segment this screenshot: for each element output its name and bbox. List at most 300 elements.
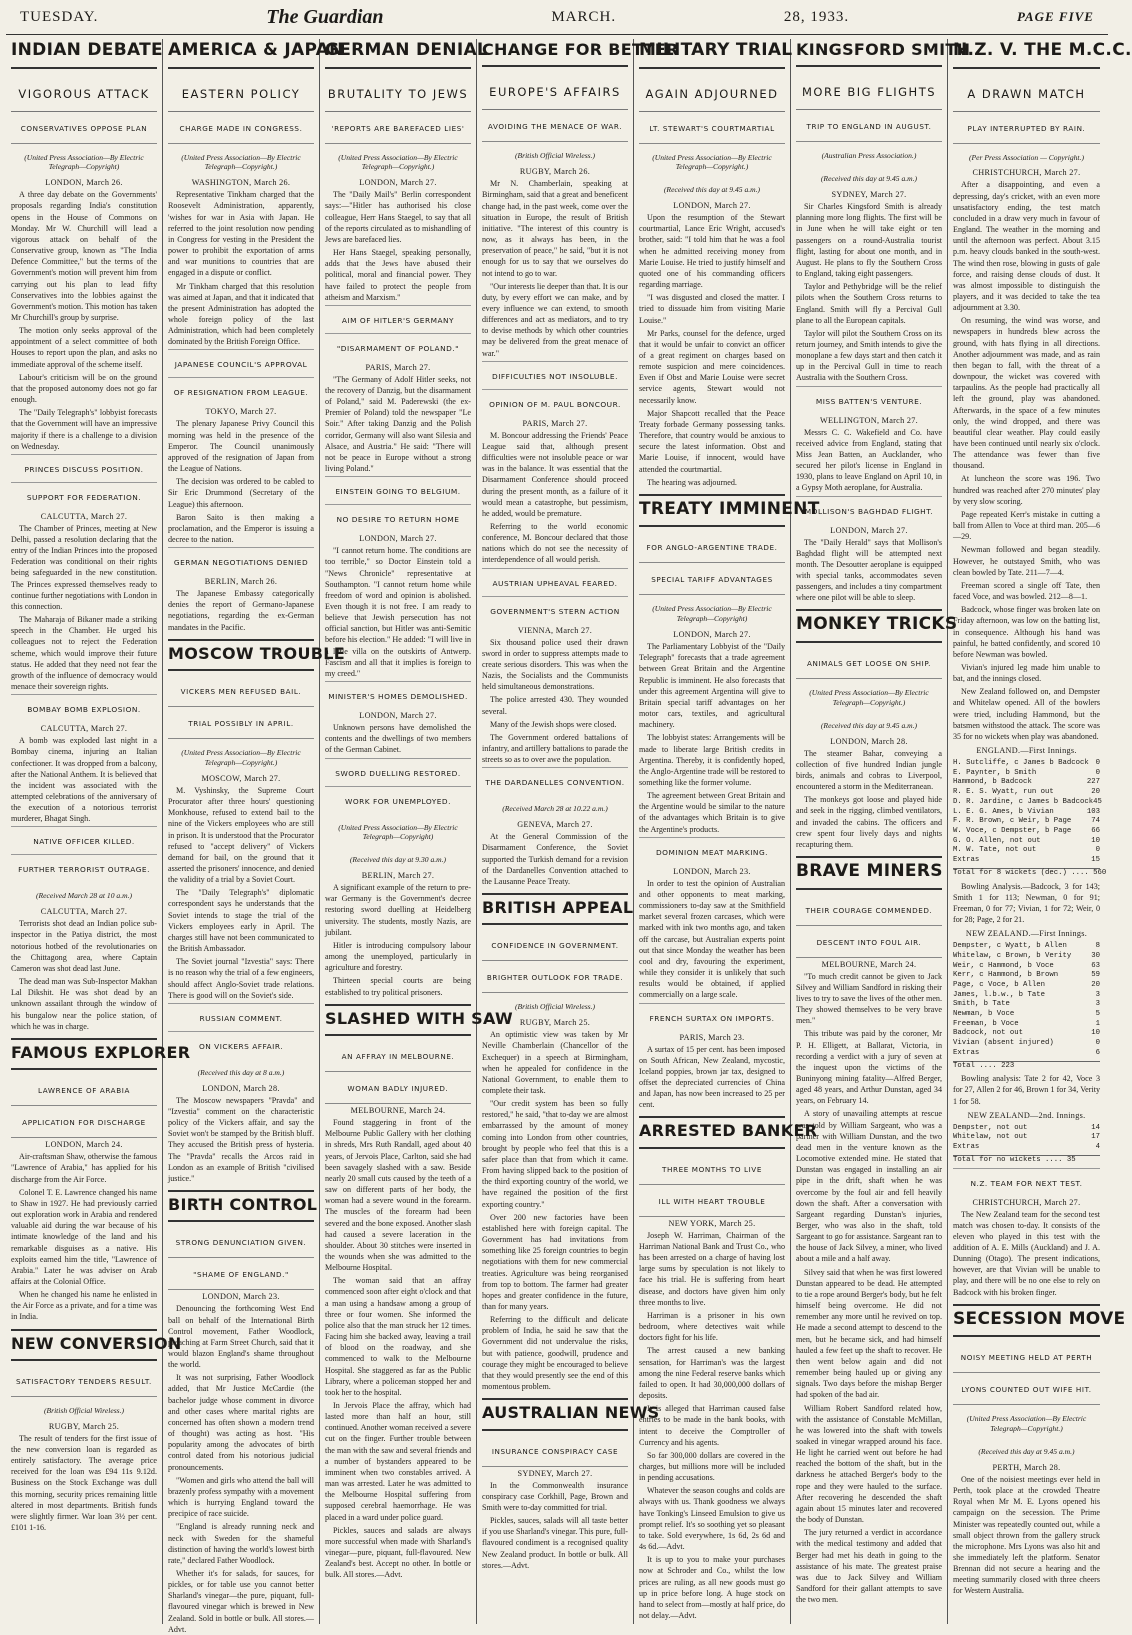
masthead-page-number: PAGE FIVE (1016, 9, 1094, 24)
dateline: GENEVA, March 27. (517, 820, 593, 830)
paragraph: Mr Parks, counsel for the defence, urged that it would be unfair to convict an officer of a great regiment on charges based on remote suspicion and mere coincidences. Even if Obst and Marie Louise were secret service agents, Stewart would not necessarily know. (639, 328, 785, 405)
subhead: VIGOROUS ATTACK (11, 73, 157, 112)
paragraph: Denouncing the forthcoming West End ball on behalf of the International Birth Control movement, Father Woodlock, preaching at Farm Street Church, said that it would blazon England's shame throughout the world. (168, 1304, 314, 1370)
deck: LYONS COUNTED OUT WIFE HIT. (953, 1373, 1100, 1405)
wire-credit: (United Press Association—By Electric Telegraph—Copyright.) (338, 152, 458, 172)
minor-heading: JAPANESE COUNCIL'S APPROVAL (168, 349, 314, 377)
paragraph: A three day debate on the Governments' proposals regarding India's constitution opens in the House of Commons on Monday. Mr W. Churchill will lead a vigorous attack on behalf of the Conservative group, known as "The India Defence Committee," but the terms of the Government's motion will prevent him from carrying out his plan to lead fifty Conservatives into the lobbies against the Government's motion. This motion has taken Mr Churchill's group by surprise. (11, 190, 157, 322)
runs: 15 (1091, 856, 1100, 865)
minor-heading: OPINION OF M. PAUL BONCOUR. (482, 389, 628, 417)
deck: THREE MONTHS TO LIVE (639, 1153, 785, 1185)
paragraph: When he changed his name he enlisted in the Air Force as a private, and for a time was in India. (11, 1290, 157, 1322)
advertisement: Pickles, sauces and salads are always more successful when made with Sharland's vinegar—pure, piquant, full-flavoured. New Zealand's best. Accept no other. In bottle or bulk. All stores.—Advt. (325, 1525, 471, 1580)
batsman: Freeman, b Voce (953, 1019, 1019, 1028)
score-row (953, 798, 1100, 808)
wire-credit: (Received March 28 at 10.22 a.m.) (502, 804, 608, 814)
paragraph: Labour's criticism will be on the ground that the proposed autonomy does not go far enough. (11, 372, 157, 405)
deck: AN AFFRAY IN MELBOURNE. (325, 1040, 471, 1072)
rule (11, 1329, 157, 1331)
paragraph: Upon the resumption of the Stewart courtmartial, Lance Eric Wright, accused's brother, said: "I told him that he was a fool when he admitted receiving money from Marie Louise. He tried to justify himself and quoted one of his commanding officers regarding marriage. (639, 213, 785, 290)
masthead-month: MARCH. (551, 8, 617, 25)
score-row (953, 1020, 1100, 1030)
total-line: Total .... 223 (953, 1061, 1015, 1070)
batsman: R. E. S. Wyatt, run out (953, 788, 1054, 797)
minor-heading: FRENCH SURTAX ON IMPORTS. (639, 1003, 785, 1031)
paragraph: The hearing was adjourned. (647, 477, 737, 487)
paragraph: New Zealand followed on, and Dempster and Whitelaw opened. All of the bowlers were tried, including Hammond, but the batsmen withstood the attack. The score was 35 for no wickets when play was abandoned. (953, 687, 1100, 741)
paragraph: The steamer Bahar, conveying a collection of five hundred Indian jungle birds, animals and cobras to Liverpool, encountered a storm in the Mediterranean. (796, 748, 942, 792)
paragraph: Major Shapcott recalled that the Peace Treaty forbade Germany possessing tanks. Therefore, that country would be anxious to secure the latest information. Obst and Marie Louise, if innocent, would have attended the courtmartial. (639, 408, 785, 474)
minor-heading: SUPPORT FOR FEDERATION. (11, 482, 157, 510)
deck: INSURANCE CONSPIRACY CASE (482, 1435, 628, 1467)
paragraph: The monkeys got loose and played hide and seek in the rigging, climbed ventilators, and invaded the cabins. The officers and crew spent four lively days and nights recapturing them. (796, 795, 942, 849)
scorecard-new-zealand (953, 942, 1100, 1058)
masthead-day: TUESDAY. (20, 8, 99, 25)
headline-british-appeal: BRITISH APPEAL (482, 897, 628, 925)
runs: 3 (1095, 1000, 1100, 1009)
paragraph: Hitler is introducing compulsory labour among the unemployed, particularly in agriculture and forestry. (325, 940, 471, 973)
score-row (953, 991, 1100, 1001)
batsman: D. R. Jardine, c James b Badcock (953, 797, 1094, 806)
paragraph: Newman followed and began steadily. However, he outstayed Smith, who was clean bowled by Tate. 211—7—4. (953, 545, 1100, 577)
runs: 5 (1095, 1010, 1100, 1019)
score-row (953, 971, 1100, 981)
dateline: CHRISTCHURCH, March 27. (972, 1197, 1081, 1207)
runs: 4 (1095, 1143, 1100, 1152)
score-row (953, 856, 1100, 866)
masthead (6, 0, 1108, 35)
minor-heading: PRINCES DISCUSS POSITION. (11, 454, 157, 482)
deck: STRONG DENUNCIATION GIVEN. (168, 1226, 314, 1258)
dateline: RUGBY, March 25. (519, 1018, 591, 1028)
paragraph: Mr Tinkham charged that this resolution was aimed at Japan, and that it indicated that the present Administration has adopted the whole foreign policy of the last Administration, which had been completely dominated by the British Foreign Office. (168, 281, 314, 347)
score-row (953, 1143, 1100, 1153)
scorecard-total (953, 868, 1107, 879)
wire-credit: (Per Press Association — Copyright.) (969, 152, 1084, 162)
paragraph: It is alleged that Harriman caused false entries to be made in the bank books, with intent to deceive the Comptroller of Currency and his agents. (639, 1404, 785, 1447)
wire-credit: (British Official Wireless.) (43, 1406, 125, 1415)
batsman: Whitelaw, not out (953, 1133, 1028, 1142)
masthead-date: 28, 1933. (783, 8, 850, 25)
subhead: MORE BIG FLIGHTS (796, 71, 942, 110)
dateline: BERLIN, March 27. (361, 871, 435, 881)
headline-arrested-banker: ARRESTED BANKER (639, 1120, 785, 1148)
dateline: LONDON, March 26. (45, 178, 123, 188)
runs: 63 (1091, 961, 1100, 970)
paragraph: At luncheon the score was 196. Two hundred was reached after 270 minutes' play by very slow scoring. (953, 474, 1100, 506)
runs: 20 (1091, 980, 1100, 989)
column-4 (477, 39, 679, 1624)
paragraph: The motion only seeks approval of the appointment of a select committee of both Houses to report upon the plan, and asks no immediate approval of the scheme itself. (11, 326, 157, 369)
batsman: L. E. G. Ames, b Vivian (953, 807, 1054, 816)
paragraph: Representative Tinkham charged that the Roosevelt Administration, apparently, 'wishes for war in Asia with Japan. He referred to the joint resolution now pending in Congress for vesting in the President the power to prohibit the exportation of arms and war munitions to countries that are engaged in a dispute or conflict. (168, 190, 314, 278)
runs: 10 (1091, 1029, 1100, 1038)
advertisement: Whether it's for salads, for sauces, for pickles, or for table use you cannot better Sharland's vinegar—the pure, piquant, full-flavoured vinegar which is brewed in New Zealand. Sold in bottle or bulk. All stores.—Advt. (168, 1568, 314, 1634)
batsman: Page, c Voce, b Allen (953, 980, 1045, 989)
score-row (953, 1010, 1100, 1020)
dateline: BERLIN, March 26. (204, 577, 278, 587)
paragraph: Vivian's injured leg made him unable to bat, and the innings closed. (953, 662, 1100, 684)
dateline: CALCUTTA, March 27. (40, 907, 128, 917)
paragraph: The Japanese Embassy categorically denies the report of Germano-Japanese negotiations, regarding the ex-German mandates in the Pacific. (168, 589, 314, 632)
paragraph: On resuming, the wind was worse, and newspapers in hundreds blew across the ground, with hats flying in all directions. Another adjournment was made, and as rain then began to fall, with the threat of a downpour, the wicket was covered with tarpaulins. As the people had practically all left the ground, play was abandoned. Afterwards, in the space of a few minutes only, the wind dropped, and there was beautiful clear weather. Play could easily have been continued until nearly six o'clock. The attendance was fewer than five thousand. (953, 316, 1100, 471)
batsman: W. Voce, c Dempster, b Page (953, 826, 1072, 835)
wire-credit: (United Press Association—By Electric Telegraph—Copyright) (338, 822, 458, 842)
minor-heading: GERMAN NEGOTIATIONS DENIED (168, 547, 314, 575)
deck: TRIAL POSSIBLY IN APRIL. (168, 707, 314, 739)
paragraph: It was not surprising, Father Woodlock added, that Mr Justice McCardie (the bachelor judge whose comment in divorce and other cases where marital rights are concerned has often shown a modern trend of thought) was acting as host. "His popularity among the advocates of birth control dated from his notorious judicial pronouncements. (168, 1373, 314, 1472)
rule (168, 639, 314, 641)
paragraph: Freeman scored a single off Tate, then faced Voce, and was bowled. 212—8—1. (953, 580, 1100, 602)
deck: APPLICATION FOR DISCHARGE (11, 1106, 157, 1138)
minor-heading: WORK FOR UNEMPLOYED. (325, 786, 471, 814)
batsman: Extras (953, 1143, 980, 1152)
paragraph: The agreement between Great Britain and the Argentine would be similar to the nature of the advantages which Britain is to give the Argentine's products. (639, 791, 785, 834)
dateline: LONDON, March 27. (673, 630, 751, 640)
batsman: Newman, b Voce (953, 1010, 1015, 1019)
paragraph: Taylor will pilot the Southern Cross on its return journey, and Smith intends to give the monoplane a few days start and then catch it up in the Percival Gull in time to reach Australia with the Southern Cross. (796, 328, 942, 383)
dateline: LONDON, March 27. (830, 525, 908, 535)
batsman: Dempster, not out (953, 1123, 1028, 1132)
deck: DESCENT INTO FOUL AIR. (796, 926, 942, 958)
paragraph: Six thousand police used their drawn sword in order to suppress attempts made to create serious disorders. This was when the Nazis, the Socialists and the Communists held simultaneous demonstrations. (482, 637, 628, 692)
dateline: MOSCOW, March 27. (201, 773, 281, 783)
deck: VICKERS MEN REFUSED BAIL. (168, 675, 314, 707)
rule (325, 1004, 471, 1006)
batsman: Kerr, c Hammond, b Brown (953, 971, 1059, 980)
column-2 (163, 39, 345, 1634)
paragraph: The result of tenders for the first issue of the new conversion loan is regarded as entirely satisfactory. The average price received for the loan was £94 11s 9.12d. Business on the Stock Exchange was dull this morning, security prices remaining little altered in most departments. British funds were slightly firmer. War loan 3½ per cent. £101 1-16. (11, 1433, 157, 1533)
runs: 1 (1095, 1019, 1100, 1028)
wire-credit: (Australian Press Association.) (821, 151, 917, 161)
paragraph: This tribute was paid by the coroner, Mr P. H. Elligett, at Ballarat, Victoria, in recording a verdict with a jury of seven at the inquest upon the victims of the Buninyong mining fatality—Alfred Berger, aged 48 years, and Arthur Dunstan, aged 34 years, on February 14. (796, 1029, 942, 1106)
rule (953, 1304, 1100, 1306)
wire-credit: (United Press Association—By Electric Telegraph—Copyright) (24, 152, 144, 172)
deck: 'REPORTS ARE BAREFACED LIES' (325, 112, 471, 144)
dateline: NEW YORK, March 25. (668, 1218, 756, 1228)
paragraph: A significant example of the return to pre-war Germany is the Government's decree restoring sword duelling at Heidelberg university. The students, mostly Nazis, are jubilant. (325, 883, 471, 937)
dateline: LONDON, March 27. (673, 201, 751, 211)
dateline: VIENNA, March 27. (517, 625, 593, 635)
batsman: Dempster, c Wyatt, b Allen (953, 942, 1067, 951)
paragraph: The Soviet journal "Izvestia" says: There is no reason why the trial of a few engineers, should affect Anglo-Soviet trade relations. There is good will on the Soviet's side. (168, 957, 314, 1000)
paragraph: Unknown persons have demolished the contents and the dwellings of two members of the German Cabinet. (325, 723, 471, 755)
headline-military-trial: MILITARY TRIAL (639, 39, 785, 69)
paragraph: The Chamber of Princes, meeting at New Delhi, passed a resolution declaring that the entry of the Indian Princes into the proposed Federation was conditional on their rights being safeguarded in the new constitution. The Princes expressed themselves ready to continue further negotiations with London in this connection. (11, 523, 157, 611)
paragraph: The police arrested 430. They wounded several. (482, 695, 628, 716)
subhead: BRUTALITY TO JEWS (325, 73, 471, 112)
scorecard-new-zealand-2nd (953, 1124, 1100, 1153)
paragraph: "Our credit system has been so fully restored," he said, "that to-day we are almost embarrassed by the amount of money coming into London from other countries, brought by people who feel that this is a safer place than that from which it came. From having slipped back to the position of the third exporting country of the world, we have regained the position of the first exporting country." (482, 1099, 628, 1209)
dateline: WASHINGTON, March 26. (191, 178, 291, 188)
score-row (953, 778, 1100, 788)
deck: LAWRENCE OF ARABIA (11, 1074, 157, 1106)
deck: SATISFACTORY TENDERS RESULT. (11, 1365, 157, 1397)
deck: CONSERVATIVES OPPOSE PLAN (11, 112, 157, 144)
dateline: LONDON, March 24. (45, 1140, 123, 1150)
rule (168, 1190, 314, 1192)
bowling-analysis: Bowling analysis: Tate 2 for 42, Voce 3 for 27, Allen 2 for 46, Brown 1 for 34, Verity 1 for 58. (953, 1074, 1100, 1106)
batsman: Badcock, not out (953, 1029, 1024, 1038)
paragraph: Referring to the difficult and delicate problem of India, he said he saw that the Government did not undervalue the risks, but with patience, goodwill, prudence and courage they might be encouraged to believe that they would presently see the end of this momentous problem. (482, 1315, 628, 1392)
paragraph: "To much credit cannot be given to Jack Silvey and William Sandford in risking their lives to try to save the lives of the other men. They showed themselves to be very brave men." (796, 971, 942, 1026)
minor-heading: DIFFICULTIES NOT INSOLUBLE. (482, 361, 628, 389)
runs: 0 (1095, 846, 1100, 855)
dateline: SYDNEY, March 27. (831, 190, 907, 200)
score-row (953, 962, 1100, 972)
dateline: LONDON, March 23. (202, 1292, 280, 1302)
minor-heading: MOLLISON'S BAGHDAD FLIGHT. (796, 496, 942, 524)
paragraph: Harriman is a prisoner in his own bedroom, where detectives wait while doctors fight for his life. (639, 1310, 785, 1343)
dateline: LONDON, March 28. (830, 736, 908, 746)
dateline: SYDNEY, March 27. (517, 1468, 593, 1478)
score-row (953, 837, 1100, 847)
minor-heading: NO DESIRE TO RETURN HOME (325, 504, 471, 532)
minor-heading: MINISTER'S HOMES DEMOLISHED. (325, 681, 471, 709)
rule (796, 609, 942, 611)
deck: NOISY MEETING HELD AT PERTH (953, 1341, 1100, 1373)
paragraph: The "Daily Herald" says that Mollison's Baghdad flight will be attempted next month. The Desoutter aeroplane is equipped with special tanks, accommodates seven passengers, and includes a tiny compartment where one pilot will be able to sleep. (796, 537, 942, 603)
headline-german-denial: GERMAN DENIAL (325, 39, 471, 69)
score-row (953, 981, 1100, 991)
deck: TRIP TO ENGLAND IN AUGUST. (796, 110, 942, 142)
column-5 (634, 39, 820, 1624)
paragraph: Her Hans Staegel, speaking personally, adds that the Jews have abused their political, moral and financial power. They have failed to protect the people from atheism and Marxism." (325, 248, 471, 302)
runs: 30 (1091, 951, 1100, 960)
headline-america-japan: AMERICA & JAPAN (168, 39, 314, 69)
deck: WOMAN BADLY INJURED. (325, 1072, 471, 1104)
dateline: PARIS, March 23. (679, 1032, 745, 1042)
wire-credit: (Received this day at 9.45 a.m.) (978, 1447, 1075, 1457)
rule (11, 1038, 157, 1040)
rule (796, 856, 942, 858)
dateline: LONDON, March 27. (359, 178, 437, 188)
runs: 3 (1095, 990, 1100, 999)
headline-change-for-better: CHANGE FOR BETTER (482, 39, 628, 67)
scorecard-total (953, 1155, 1100, 1166)
minor-heading: AIM OF HITLER'S GERMANY (325, 305, 471, 333)
advertisement: Whatever the season coughs and colds are always with us. Thank goodness we always have Tonking's Linseed Emulsion to give us prompt relief. It's so soothing yet so pleasant to take. Sold everywhere, 1s 6d, 2s 6d and 4s 6d.—Advt. (639, 1486, 785, 1552)
paragraph: Mr N. Chamberlain, speaking at Birmingham, said that a great and beneficent change had, in the past week, come over the situation in Europe, the result of British initiative. "The interest of this country is now, as it always has been, in the preservation of peace," he said, "but it is not enough for us to say that we ourselves do not intend to go to war. (482, 179, 628, 278)
wire-credit: (Received March 28 at 10 a.m.) (35, 891, 133, 901)
columns (6, 39, 1132, 1634)
score-row (953, 827, 1100, 837)
paragraph: In order to test the opinion of Australian and other opponents to meat marking, commissioners to-day saw at the Smithfield market several frozen carcases, which were marked with ink two months ago, and taken off the carcase, but Australian experts point out that since Monday the weather has been cool and dry, favouring the experiment, while they consider it is unlikely that such results would be obtained, if applied commercially on a large scale. (639, 878, 785, 1000)
dateline: PERTH, March 28. (992, 1462, 1061, 1472)
deck: "SHAME OF ENGLAND." (168, 1258, 314, 1290)
paragraph: The Maharaja of Bikaner made a striking speech in the Chamber. He urged his colleagues not to reject the Federation scheme, which would improve their future status. He added that they need not fear the growth of the influence of democracy would menace their sovereign rights. (11, 615, 157, 692)
rule (639, 1116, 785, 1118)
wire-credit: (United Press Association—By Electric Telegraph—Copyright) (652, 604, 772, 624)
dateline: MELBOURNE, March 24. (821, 959, 917, 969)
paragraph: A story of unavailing attempts at rescue was told by William Sargeant, who was a partner with William Dunstan, and the two dead men in the venture known as the Locomotive extended mine. He stated that Dunstan was engaged in installing an air pipe in the drift, shaft when he was overcome by the foul air and fell heavily down the shaft. After a conversation with Sargeant regarding Dunstan's injuries, Berger, who was also in the shaft, told Sargeant to go for assistance. Sargeant ran to the house of Jack Silvey, a miner, who lived about a mile and a half away. (796, 1109, 942, 1264)
score-row (953, 942, 1100, 952)
paragraph: "Women and girls who attend the ball will brazenly profess sympathy with a movement which is hurrying England toward the precipice of race suicide. (168, 1475, 314, 1519)
paragraph: The Parliamentary Lobbyist of the "Daily Telegraph" forecasts that a trade agreement between Great Britain and the Argentine Republic is imminent. He also forecasts that under this agreement Argentina will give to Britain special tariff advantages on her motor cars, textiles, and agricultural machinery. (639, 642, 785, 730)
headline-famous-explorer: FAMOUS EXPLORER (11, 1042, 157, 1070)
scorecard-heading: NEW ZEALAND—2nd. Innings. (967, 1110, 1086, 1120)
dateline: PARIS, March 27. (522, 418, 588, 428)
paragraph: Colonel T. E. Lawrence changed his name to Shaw in 1927. He had previously carried out exploration work in Arabia and rendered valuable aid during the war because of his intimate knowledge of the land and his remarkable disguises as a native. His exploits earned him the title, "Lawrence of Arabia." Later he was adviser on Arab affairs at the Colonial Office. (11, 1187, 157, 1286)
wire-credit: (Received this day at 9.45 a.m.) (820, 174, 918, 184)
subhead: EASTERN POLICY (168, 73, 314, 112)
deck: CHARGE MADE IN CONGRESS. (168, 112, 314, 144)
paragraph: A bomb was exploded last night in a Bombay cinema, injuring an Italian confectioner. It was dropped from a balcony, after the National Anthem. It is believed that the incident was associated with the attempted celebrations of the anniversary of the execution of a notorious terrorist murderer, Bhagat Singh. (11, 736, 157, 824)
paragraph: Badcock, whose finger was broken late on Friday afternoon, was low on the batting list, in consequence. Although his hand was painful, he batted confidently, and scored 10 before Newman was bowled. (953, 605, 1100, 659)
paragraph: Terrorists shot dead an Indian police sub-inspector in the Patiya district, the most notorious hotbed of the revolutionaries on the Chittagong area, where Captain Cameron was shot dead last June. (11, 919, 157, 973)
paragraph: M. Boncour addressing the Friends' Peace League said that, although present difficulties were not insoluble peace or war was in the balance. It was essential that the Disarmament Conference should proceed during the present month, as a failure of it would mean a catastrophe, but pessimism, he added, would be premature. (482, 430, 628, 518)
paragraph: Found staggering in front of the Melbourne Public Gallery with her clothing in shreds, Mrs Ruth Randall, aged about 40 years, of Jervois Place, Carlton, said she had been savagely slashed with a saw. Beside nearly 20 small cuts caused by the teeth of a saw on different parts of her body, the woman had a severe wound in the forearm. The muscles of the forearm had been severed and the bone exposed. Another slash had caused a severe laceration in the shoulder. About 30 stitches were inserted in the wounds when she was admitted to the Melbourne Hospital. (325, 1118, 471, 1273)
dateline: LONDON, March 27. (359, 711, 437, 721)
runs: 17 (1091, 1133, 1100, 1142)
paragraph: M. Vyshinsky, the Supreme Court Procurator after three hours' questioning Monkhouse, refused to extend bail to the nine of the Vickers employees who are still in prison. It is understood that the Procurator refused to "accept delivery" of Vickers demand for bail, on the ground that it asserted the prisoners' innocence, and denied the validity of a trial by a Soviet Court. (168, 785, 314, 885)
score-row (953, 846, 1100, 856)
paragraph: Over 200 new factories have been established here with foreign capital. The Government has had invitations from something like 25 foreign countries to begin negotiations with them for new commercial treaties. Agriculture was being reorganised from top to bottom. The farmer had greater hopes and greater confidence in the future, than for many years. (482, 1212, 628, 1311)
deck: THEIR COURAGE COMMENDED. (796, 894, 942, 926)
subhead: A DRAWN MATCH (953, 73, 1100, 112)
score-row (953, 1133, 1100, 1143)
dateline: LONDON, March 23. (673, 866, 751, 876)
paragraph: An optimistic view was taken by Mr Neville Chamberlain (Chancellor of the Exchequer) in a speech at Birmingham, when he appealed for confidence in the National Government, to enable them to complete their task. (482, 1030, 628, 1096)
subhead: EUROPE'S AFFAIRS (482, 71, 628, 110)
minor-heading: RUSSIAN COMMENT. (168, 1003, 314, 1031)
paragraph: Air-craftsman Shaw, otherwise the famous "Lawrence of Arabia," has applied for his discharge from the Air Force. (11, 1152, 157, 1184)
dateline: CALCUTTA, March 27. (40, 724, 128, 734)
headline-birth-control: BIRTH CONTROL (168, 1194, 314, 1222)
paragraph: After a disappointing, and even a depressing, day's cricket, with an even more unsatisfactory ending, the test match concluded in a draw very much in favour of England. The weather in the morning and until the afternoon was perfect. About 3.15 p.m. heavy clouds banked in the south-west. The wind then rose, blowing in gusts of gale force, and raising dense clouds of dust. It was almost impossible to distinguish the players, and it was decided to take the tea adjournment at 3.30. (953, 180, 1100, 313)
batsman: G. O. Allen, not out (953, 836, 1041, 845)
scorecard-heading: NEW ZEALAND.—First Innings. (965, 929, 1088, 939)
minor-heading: SWORD DUELLING RESTORED. (325, 758, 471, 786)
score-row (953, 1039, 1100, 1049)
runs: 0 (1095, 768, 1100, 777)
dateline: LONDON, March 28. (202, 1083, 280, 1093)
batsman: Vivian (absent injured) (953, 1039, 1054, 1048)
paragraph: The "Daily Telegraph's" diplomatic correspondent says he understands that the Soviet intends to stage the trial of the Vickers employees early in April. The charges still have not been communicated to the British Ambassador. (168, 888, 314, 954)
minor-heading: ON VICKERS AFFAIR. (168, 1031, 314, 1059)
wire-credit: (United Press Association—By Electric Telegraph—Copyright.) (181, 152, 301, 172)
deck: PLAY INTERRUPTED BY RAIN. (953, 112, 1100, 144)
dateline: TOKYO, March 27. (205, 407, 277, 417)
score-row (953, 808, 1100, 818)
dateline: CALCUTTA, March 27. (40, 511, 128, 521)
batsman: Smith, b Tate (953, 1000, 1010, 1009)
scorecard-heading: ENGLAND.—First Innings. (976, 746, 1077, 756)
deck: ANIMALS GET LOOSE ON SHIP. (796, 647, 942, 679)
dateline: RUGBY, March 26. (519, 167, 591, 177)
minor-heading: AUSTRIAN UPHEAVAL FEARED. (482, 568, 628, 596)
headline-monkey-tricks: MONKEY TRICKS (796, 613, 942, 643)
rule (639, 494, 785, 496)
score-row (953, 1000, 1100, 1010)
scorecard-total (953, 1061, 1100, 1072)
score-row (953, 769, 1100, 779)
paragraph: In the Commonwealth insurance conspiracy case Corkhill, Page, Brown and Smith were to-day committed for trial. (482, 1480, 628, 1512)
paragraph: Joseph W. Harriman, Chairman of the Harriman National Bank and Trust Co., who has been arrested on a charge of having lost large sums by speculation is not likely to face his trial. He is suffering from heart disease, and doctors have given him only three months to live. (639, 1230, 785, 1307)
dateline: LONDON, March 27. (359, 534, 437, 544)
deck: CONFIDENCE IN GOVERNMENT. (482, 929, 628, 961)
column-3 (320, 39, 513, 1624)
batsman: F. R. Brown, c Weir, b Page (953, 817, 1072, 826)
headline-secession-move: SECESSION MOVE (953, 1308, 1100, 1338)
paragraph: The "Daily Telegraph's" lobbyist forecasts that the Government will have an impressive majority if there is a challenge to a division on Wednesday. (11, 408, 157, 451)
paragraph: A surtax of 15 per cent. has been imposed on South African, New Zealand, mycostic, Iceland poppies, brown jar tax, designed to offset the depreciated currencies of China and Japan, has now been increased to 25 per cent. (639, 1044, 785, 1110)
headline-australian-news: AUSTRALIAN NEWS (482, 1402, 628, 1430)
wire-credit: (Received this day at 9.30 a.m.) (349, 855, 447, 865)
dateline: RUGBY, March 25. (48, 1421, 120, 1431)
batsman: Extras (953, 1048, 980, 1057)
paragraph: The Moscow newspapers "Pravda" and "Izvestia" comment on the characteristic policy of the Vickers affair, and say the Soviet won't be stamped by the British bluff. They accused the British press of hysteria. The "Pravda" recalls the Arcos raid in London as an example of British "civilised justice." (168, 1095, 314, 1183)
wire-credit: (Received this day at 8 a.m.) (197, 1067, 285, 1077)
wire-credit: (British Official Wireless.) (514, 1002, 596, 1012)
paragraph: Referring to the world economic conference, M. Boncour declared that those nations which do not see the necessity of interdependence of all would perish. (482, 522, 628, 565)
paragraph: The "Daily Mail's" Berlin correspondent says:—"Hitler has authorised his close colleague, Herr Hans Staegel, to say that all of the reports circulated as to mishandling of Jews are barefaced lies. (325, 190, 471, 244)
batsman: Whitelaw, c Brown, b Verity (953, 951, 1072, 960)
paragraph: The dead man was Sub-Inspector Makhan Lal Dikshit. He was shot dead by an unknown assailant through the window of his bungalow near the police station, of which he was in charge. (11, 977, 157, 1031)
batsman: Weir, c Hammond, b Voce (953, 961, 1054, 970)
headline-nz-v-mcc: N.Z. V. THE M.C.C. (953, 39, 1100, 69)
paragraph: Taylor and Pethybridge will be the relief pilots when the Southern Cross returns to England. Smith will fly a Percival Gull plane to all the European capitals. (796, 282, 942, 325)
paragraph: The woman said that an affray commenced soon after eight o'clock and that a man using a handsaw among a group of three or four women. She informed the police also that the man struck her 12 times. Facing him she backed away, leaving a trail of blood on the roadway, and she commenced to walk to the Melbourne Hospital. She staggered as far as the Public Library, where a policeman stopped her and took her to the hospital. (325, 1276, 471, 1397)
runs: 8 (1095, 942, 1100, 951)
paragraph: The Government ordered battalions of infantry, and artillery battalions to parade the streets so as to over awe the population. (482, 732, 628, 765)
batsman: James, l.b.w., b Tate (953, 990, 1045, 999)
paragraph: The arrest caused a new banking sensation, for Harriman's was the largest among the nine Federal reserve banks which failed to open. It had 30,000,000 dollars of deposits. (639, 1346, 785, 1401)
score-row (953, 788, 1100, 798)
wire-credit: (British Official Wireless.) (514, 151, 596, 161)
runs: 0 (1095, 759, 1100, 768)
runs: 0 (1095, 1039, 1100, 1048)
headline-indian-debate: INDIAN DEBATE (11, 39, 157, 69)
wire-credit: (United Press Association—By Electric Telegraph—Copyright.) (809, 688, 929, 707)
wire-credit: (United Press Association—By Electric Telegraph—Copyright.) (181, 748, 301, 768)
scorecard-england (953, 759, 1100, 866)
wire-credit: (Received this day at 9.45 a.m.) (820, 720, 918, 730)
paragraph: "I was disgusted and closed the matter. I tried to dissuade him from visiting Marie Louise." (639, 293, 785, 325)
score-row (953, 1049, 1100, 1059)
bowling-analysis: Bowling Analysis.—Badcock, 3 for 143; Smith 1 for 113; Newman, 0 for 91; Freeman, 0 for 77; Vivian, 1 for 72; Weir, 0 for 28; Page, 2 for 21. (953, 881, 1100, 924)
headline-moscow-trouble: MOSCOW TROUBLE (168, 643, 314, 671)
dateline: CHRISTCHURCH, March 27. (972, 168, 1081, 178)
column-1 (6, 39, 191, 1624)
dateline: PARIS, March 27. (365, 362, 431, 372)
deck: AVOIDING THE MENACE OF WAR. (482, 110, 628, 142)
paragraph: Messrs C. C. Wakefield and Co. have received advice from England, stating that Miss Jean Batten, an Aucklander, who secured her pilot's license in England in 1930, plans to leave England on April 10, in a Gypsy Moth aeroplane, for Australia. (796, 427, 942, 493)
batsman: E. Paynter, b Smith (953, 768, 1037, 777)
deck: SPECIAL TARIFF ADVANTAGES (639, 563, 785, 595)
subhead: AGAIN ADJOURNED (639, 73, 785, 112)
headline-brave-miners: BRAVE MINERS (796, 860, 942, 890)
deck: LT. STEWART'S COURTMARTIAL (639, 112, 785, 144)
dateline: MELBOURNE, March 24. (350, 1106, 446, 1116)
batsman: H. Sutcliffe, c James b Badcock (953, 759, 1089, 768)
paragraph: William Robert Sandford related how, with the assistance of Constable McMillan, he was lowered into the shaft with towels soaked in vinegar wrapped around his face. He light he carried went out before he had reached the bottom of the shaft, but in the darkness he attached Berger's body to the rope and they were hauled to the surface. After recovering he descended the shaft again about 15 minutes later and recovered the body of Dunstan. (796, 1403, 942, 1525)
runs: 103 (1086, 807, 1100, 816)
runs: 59 (1091, 971, 1100, 980)
minor-heading: EINSTEIN GOING TO BELGIUM. (325, 476, 471, 504)
paragraph: The jury returned a verdict in accordance with the medical testimony and added that Berger had met his death in going to the assistance of his mate. The greatest praise was due to Jack Silvey and William Sandford for their gallant attempts to save the two men. (796, 1528, 942, 1605)
runs: 45 (1093, 797, 1102, 806)
paragraph: Sir Charles Kingsford Smith is already planning more long flights. The first will be in June when he will take eight or ten passengers on a round-Australia tourist flight, lasting for about one month, and in August. He plans to fly the Southern Cross to England, taking eight passengers. (796, 202, 942, 279)
runs: 10 (1091, 836, 1100, 845)
score-row (953, 1124, 1100, 1134)
masthead-paper-name: The Guardian (266, 5, 384, 28)
headline-treaty-imminent: TREATY IMMINENT (639, 498, 785, 528)
total-line: Total for no wickets .... 35 (953, 1155, 1076, 1164)
paragraph: "England is already running neck and neck with Sweden for the shameful distinction of having the world's lowest birth rate," declared Father Woodlock. (168, 1522, 314, 1565)
minor-heading: BOMBAY BOMB EXPLOSION. (11, 694, 157, 722)
rule (482, 1398, 628, 1400)
